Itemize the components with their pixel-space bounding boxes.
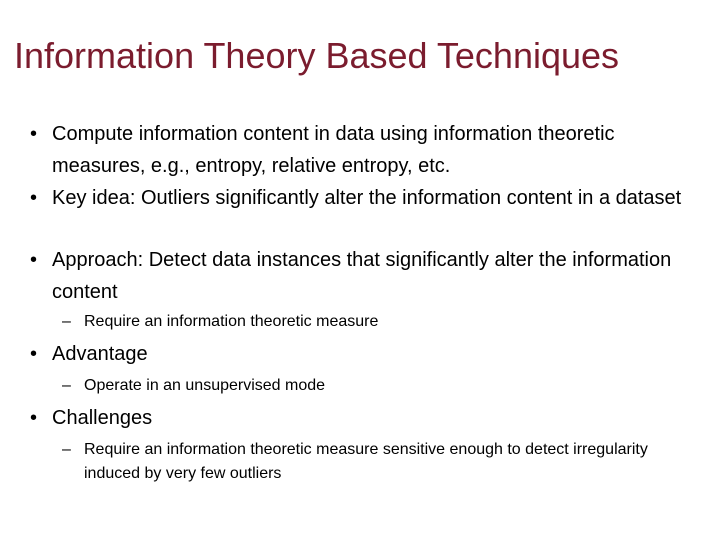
bullet-text: Challenges: [52, 407, 153, 429]
sub-bullet-item: [62, 310, 702, 334]
bullet-marker: •: [30, 123, 38, 145]
bullet-text: Advantage: [52, 343, 148, 365]
bullet-marker: •: [30, 407, 38, 429]
sub-bullet-item: [62, 374, 702, 398]
sub-bullet-marker: –: [62, 441, 71, 458]
sub-bullet-text: Operate in an unsupervised mode: [84, 377, 326, 394]
sub-bullet-marker: –: [62, 313, 71, 330]
bullet-text: Key idea: Outliers significantly alter the information content in a dataset: [52, 187, 682, 209]
bullet-item: [30, 244, 700, 308]
bullet-item: [30, 338, 700, 370]
bullet-text: Compute information content in data using information theoretic measures, e.g., entropy, relative entropy, etc.: [52, 123, 615, 177]
sub-bullet-text: Require an information theoretic measure: [84, 313, 379, 330]
sub-bullet-item: [62, 438, 702, 486]
bullet-item: [30, 118, 700, 182]
sub-bullet-marker: –: [62, 377, 71, 394]
bullet-text: Approach: Detect data instances that significantly alter the information content: [52, 249, 672, 303]
bullet-marker: •: [30, 187, 38, 209]
bullet-marker: •: [30, 343, 38, 365]
sub-bullet-text: Require an information theoretic measure sensitive enough to detect irregularity induced by very few outliers: [84, 441, 648, 482]
bullet-item: [30, 402, 700, 434]
bullet-marker: •: [30, 249, 38, 271]
bullet-item: [30, 182, 700, 214]
slide-title: Information Theory Based Techniques: [14, 35, 620, 76]
